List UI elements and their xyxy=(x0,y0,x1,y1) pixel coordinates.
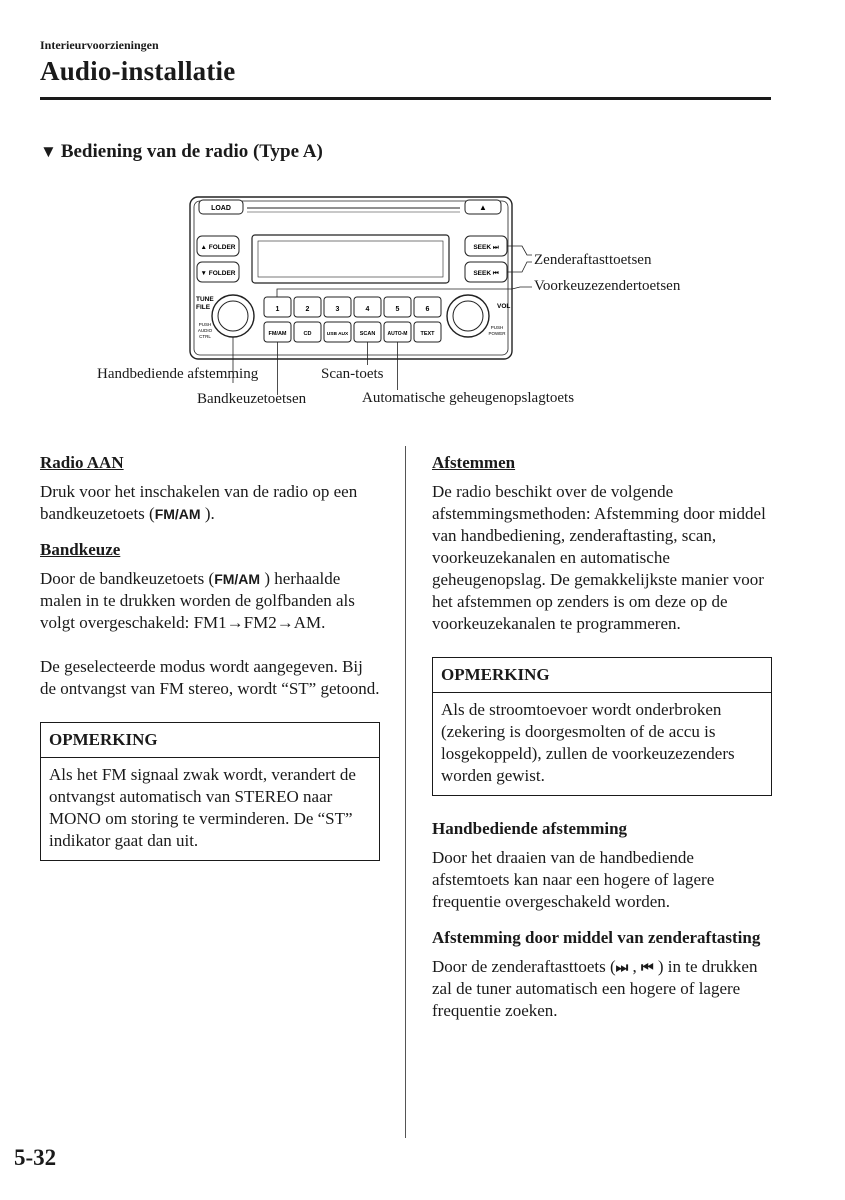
fm-am-label: FM/AM xyxy=(268,331,287,337)
fm-am-button[interactable] xyxy=(264,322,291,342)
scan-label: SCAN xyxy=(359,331,376,337)
seek-up-icon: ⏭ xyxy=(615,959,629,975)
page-title: Audio-installatie xyxy=(40,56,236,86)
fm-am-inline-label-2: FM/AM xyxy=(214,571,261,587)
band-text-1: Door de bandkeuzetoets ( xyxy=(40,569,215,588)
triangle-down-icon: ▼ xyxy=(40,142,57,161)
note-box-power xyxy=(432,657,772,796)
subsection-title-text: Bediening van de radio (Type A) xyxy=(60,141,323,162)
left-column xyxy=(40,452,380,883)
load-label: LOAD xyxy=(211,205,231,212)
preset-label-3: 3 xyxy=(335,306,340,313)
preset-label-6: 6 xyxy=(425,306,430,313)
note-box-fm xyxy=(40,722,380,861)
preset-label-1: 1 xyxy=(275,306,280,313)
radio-diagram xyxy=(0,185,845,420)
usb-aux-button[interactable] xyxy=(324,322,351,342)
folder-down-label: ▼ FOLDER xyxy=(200,270,236,277)
heading-manual-tuning: Handbediende afstemming xyxy=(432,819,628,838)
preset-label-2: 2 xyxy=(305,306,310,313)
cd-button[interactable] xyxy=(294,322,321,342)
callout-scan-button: Scan-toets xyxy=(321,366,384,382)
fm-am-inline-label: FM/AM xyxy=(154,506,201,522)
title-rule xyxy=(40,97,771,100)
radio-on-text-1: Druk voor het inschakelen van de radio op een bandkeuzetoets ( xyxy=(40,482,358,523)
auto-m-label: AUTO-M xyxy=(387,331,408,337)
band-text-2: ) herhaalde malen in te drukken worden de golfbanden als volgt overgeschakeld: FM1→FM2→AM. xyxy=(40,569,355,632)
push-audio-label-3: CTRL xyxy=(199,334,211,339)
paragraph-seek-tuning xyxy=(432,956,772,1022)
preset-label-4: 4 xyxy=(365,306,370,313)
auto-m-button[interactable] xyxy=(384,322,411,342)
callout-auto-memory-button: Automatische geheugenopslagtoets xyxy=(362,390,575,406)
note-text: Als het FM signaal zwak wordt, verandert de ontvangst automatisch van STEREO naar MONO om storing te verminderen. De “ST” indikator gaat dan uit. xyxy=(49,765,356,850)
paragraph-band-select xyxy=(40,568,380,634)
radio-on-text-2: ). xyxy=(200,504,215,523)
seek-down-icon: ⏮ xyxy=(640,959,654,975)
paragraph-tuning: De radio beschikt over de volgende afstemmingsmethoden: Afstemming door middel van handbediening, zenderaftasting, scan, voorkeuzekanalen en automatische geheugenopslag. De gemakkelijkste manier voor het afstemmen op zenders is om deze op de voorkeuzekanalen te programmeren. xyxy=(432,482,766,633)
seek-down-label: SEEK ⏮ xyxy=(473,270,499,277)
radio-display xyxy=(252,235,449,283)
tune-knob-inner xyxy=(218,301,248,331)
paragraph-radio-on xyxy=(40,481,380,525)
preset-button-3[interactable] xyxy=(324,297,351,317)
preset-label-5: 5 xyxy=(395,306,400,313)
push-audio-label-2: AUDIO xyxy=(197,328,213,333)
text-button[interactable] xyxy=(414,322,441,342)
paragraph-mode: De geselecteerde modus wordt aangegeven. Bij de ontvangst van FM stereo, wordt “ST” getoond. xyxy=(40,657,380,698)
vol-label: VOL xyxy=(497,303,511,310)
eject-icon: ▲ xyxy=(479,203,487,212)
seek-separator: , xyxy=(628,957,641,976)
callout-seek-buttons: Zenderaftasttoetsen xyxy=(534,252,652,268)
page-number: 5-32 xyxy=(14,1145,57,1170)
seek-text-2: ) in te drukken zal de tuner automatisch een hogere of lagere frequentie zoeken. xyxy=(432,957,758,1020)
radio-figure xyxy=(0,185,845,420)
preset-button-6[interactable] xyxy=(414,297,441,317)
heading-band-select: Bandkeuze xyxy=(40,540,121,559)
heading-radio-on: Radio AAN xyxy=(40,453,124,472)
note-heading: OPMERKING xyxy=(433,658,771,693)
seek-up-label: SEEK ⏭ xyxy=(473,244,499,251)
preset-button-1[interactable] xyxy=(264,297,291,317)
callout-preset-buttons: Voorkeuzezendertoetsen xyxy=(534,278,681,294)
paragraph-manual-tuning: Door het draaien van de handbediende afstemtoets kan naar een hogere of lagere frequentie overgeschakeld worden. xyxy=(432,848,715,911)
seek-text-1: Door de zenderaftasttoets ( xyxy=(432,957,616,976)
preset-button-2[interactable] xyxy=(294,297,321,317)
scan-button[interactable] xyxy=(354,322,381,342)
section-label: Interieurvoorzieningen xyxy=(40,38,159,52)
push-power-label-1: PUSH xyxy=(490,325,504,330)
callout-manual-tuning: Handbediende afstemming xyxy=(97,366,259,382)
preset-button-4[interactable] xyxy=(354,297,381,317)
push-power-label-2: POWER xyxy=(488,331,506,336)
usb-aux-label: USB AUX xyxy=(326,332,349,337)
text-label: TEXT xyxy=(420,331,435,337)
volume-knob-inner xyxy=(453,301,483,331)
right-column xyxy=(432,452,772,1036)
note-heading: OPMERKING xyxy=(41,723,379,758)
push-audio-label-1: PUSH xyxy=(198,322,212,327)
callout-band-buttons: Bandkeuzetoetsen xyxy=(197,391,307,407)
preset-button-5[interactable] xyxy=(384,297,411,317)
tune-label: TUNE xyxy=(196,296,214,303)
note-text: Als de stroomtoevoer wordt onderbroken (zekering is doorgesmolten of de accu is losgekoppeld), zullen de voorkeuzezenders worden gewist. xyxy=(441,700,735,785)
heading-seek-tuning: Afstemming door middel van zenderaftasting xyxy=(432,928,761,947)
subsection-title xyxy=(40,141,323,163)
heading-tuning: Afstemmen xyxy=(432,453,516,472)
folder-up-label: ▲ FOLDER xyxy=(200,244,236,251)
cd-label: CD xyxy=(303,331,312,337)
file-label: FILE xyxy=(196,304,211,311)
column-divider xyxy=(405,446,406,1138)
